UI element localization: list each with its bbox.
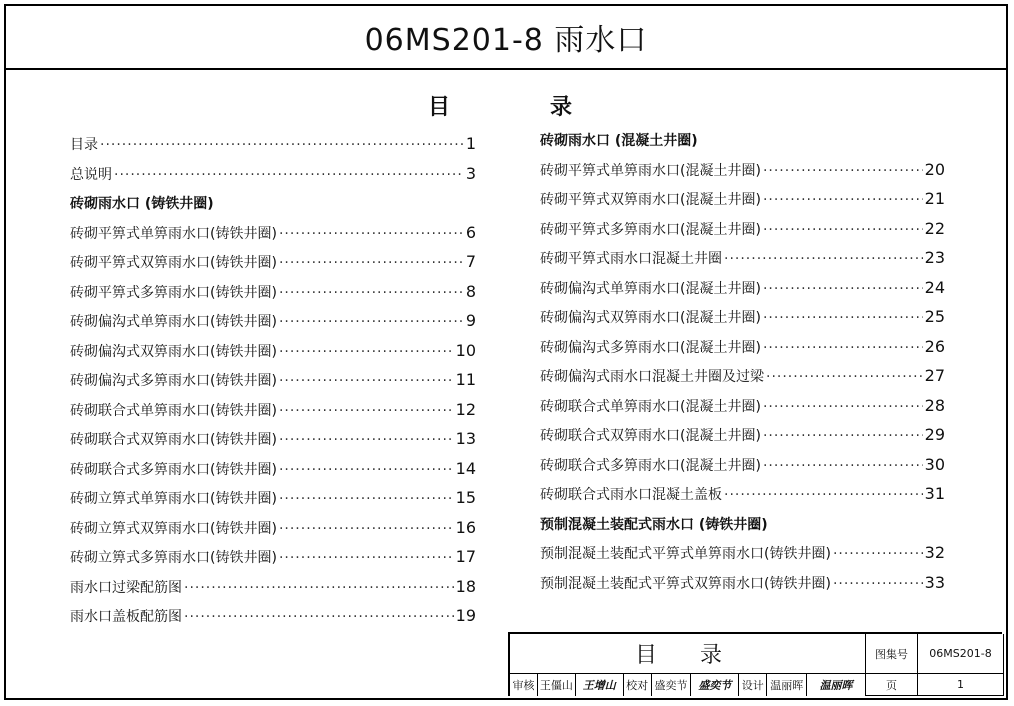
toc-entry-label: 砖砌雨水口 (混凝土井圈) [540,133,698,149]
leader-dots [184,580,454,596]
toc-entry-page: 26 [924,336,945,356]
reviewer-signature: 王增山 [576,674,624,696]
toc-entry [540,425,945,445]
leader-dots [279,285,464,301]
toc-entry-page: 29 [924,425,945,444]
toc-entry-label: 砖砌偏沟式多箅雨水口(铸铁井圈) [70,373,277,389]
toc-entry-page: 19 [455,606,476,625]
toc-entry-page: 24 [924,277,945,297]
leader-dots [833,546,923,562]
toc-entry-label: 预制混凝土装配式雨水口 (铸铁井圈) [540,516,768,533]
toc-entry [70,370,476,390]
toc-entry [540,337,945,357]
toc-entry-page: 23 [924,248,945,267]
toc-entry-page: 31 [924,484,945,503]
toc-entry [70,223,476,243]
toc-entry-label: 砖砌联合式双箅雨水口(混凝土井圈) [540,428,761,444]
toc-entry-label: 预制混凝土装配式平箅式单箅雨水口(铸铁井圈) [540,546,831,562]
leader-dots [114,167,464,183]
section-heading [540,514,945,534]
leader-dots [724,251,923,267]
toc-entry [540,189,945,209]
checker-signature: 盛奕节 [691,674,739,696]
toc-entry [70,164,476,184]
section-heading [70,193,476,213]
toc-entry-page: 17 [455,547,476,566]
toc-entry-label: 砖砌联合式单箅雨水口(混凝土井圈) [540,398,761,415]
toc-entry-page: 6 [465,222,476,242]
toc-entry [70,282,476,302]
designer-name: 温丽晖 [767,674,807,696]
toc-entry-page: 13 [455,429,476,448]
toc-entry-label: 雨水口过梁配筋图 [70,579,182,596]
toc-entry-label: 砖砌平箅式雨水口混凝土井圈 [540,251,722,267]
toc-entry [540,484,945,504]
leader-dots [100,137,464,153]
toc-entry [540,455,945,475]
toc-entry-label: 雨水口盖板配筋图 [70,609,182,625]
toc-entry-page: 25 [924,307,945,326]
toc-entry-page: 21 [924,189,945,208]
toc-entry [540,543,945,563]
sheet-title: 目 录 [510,634,866,674]
toc-entry-label: 砖砌偏沟式双箅雨水口(混凝土井圈) [540,310,761,326]
leader-dots [763,222,923,238]
leader-dots [763,340,923,356]
toc-entry-page: 16 [455,517,476,537]
toc-entry-page: 7 [465,252,476,271]
toc-entry-page: 27 [924,366,945,385]
leader-dots [724,487,923,503]
toc-entry-label: 砖砌联合式多箅雨水口(混凝土井圈) [540,457,761,474]
leader-dots [279,432,454,448]
toc-entry-label: 砖砌联合式双箅雨水口(铸铁井圈) [70,432,277,448]
toc-entry-page: 10 [455,340,476,360]
leader-dots [833,576,923,592]
toc-entry-page: 9 [465,311,476,330]
toc-entry [540,307,945,327]
toc-entry [70,429,476,449]
toc-entry-label: 砖砌联合式多箅雨水口(铸铁井圈) [70,461,277,478]
leader-dots [184,609,454,625]
design-label: 设计 [739,674,767,696]
toc-entry [70,311,476,331]
toc-entry-page: 30 [924,454,945,474]
toc-entry-page: 8 [465,281,476,301]
toc-entry [70,606,476,626]
toc-entry-label: 砖砌立箅式单箅雨水口(铸铁井圈) [70,491,277,507]
leader-dots [766,369,923,385]
contents-heading-first: 目 [428,95,451,120]
toc-entry-label: 砖砌平箅式单箅雨水口(混凝土井圈) [540,162,761,179]
section-heading [540,130,945,150]
toc-entry-label: 砖砌联合式单箅雨水口(铸铁井圈) [70,402,277,419]
leader-dots [763,458,923,474]
toc-entry-label: 砖砌立箅式双箅雨水口(铸铁井圈) [70,520,277,537]
toc-entry-label: 砖砌偏沟式雨水口混凝土井圈及过梁 [540,369,764,385]
leader-dots [279,344,454,360]
leader-dots [279,226,464,242]
leader-dots [279,373,454,389]
toc-entry-label: 目录 [70,137,98,153]
toc-entry [540,573,945,593]
toc-entry-label: 砖砌偏沟式多箅雨水口(混凝土井圈) [540,339,761,356]
toc-entry [70,134,476,154]
toc-entry-label: 砖砌平箅式双箅雨水口(铸铁井圈) [70,255,277,271]
toc-entry-page: 3 [465,163,476,183]
toc-entry-label: 砖砌偏沟式双箅雨水口(铸铁井圈) [70,343,277,360]
title-block [508,632,1002,696]
leader-dots [279,255,464,271]
toc-entry-page: 18 [455,576,476,596]
document-title: 06MS201-8 雨水口 [6,6,1006,70]
leader-dots [763,281,923,297]
toc-entry [70,459,476,479]
toc-entry-label: 砖砌平箅式双箅雨水口(混凝土井圈) [540,192,761,208]
toc-entry-page: 14 [455,458,476,478]
toc-entry [540,160,945,180]
toc-entry-label: 砖砌平箅式单箅雨水口(铸铁井圈) [70,225,277,242]
leader-dots [279,314,464,330]
atlas-number: 06MS201-8 [918,634,1004,674]
leader-dots [763,428,923,444]
toc-entry-label: 砖砌偏沟式单箅雨水口(混凝土井圈) [540,280,761,297]
toc-entry [70,252,476,272]
check-label: 校对 [624,674,652,696]
toc-entry [70,518,476,538]
toc-entry-page: 12 [455,399,476,419]
signature-row [510,674,866,696]
toc-entry [70,547,476,567]
toc-entry-label: 砖砌平箅式多箅雨水口(混凝土井圈) [540,221,761,238]
toc-entry [540,278,945,298]
leader-dots [279,550,454,566]
reviewer-name: 王僵山 [538,674,576,696]
toc-entry-label: 砖砌立箅式多箅雨水口(铸铁井圈) [70,550,277,566]
toc-entry-page: 1 [465,134,476,153]
contents-heading-second: 录 [550,95,573,120]
leader-dots [763,399,923,415]
leader-dots [279,521,454,537]
toc-entry-page: 28 [924,395,945,415]
toc-entry [70,400,476,420]
leader-dots [279,491,454,507]
toc-entry-label: 砖砌偏沟式单箅雨水口(铸铁井圈) [70,314,277,330]
atlas-label: 图集号 [866,634,918,674]
toc-entry-label: 砖砌雨水口 (铸铁井圈) [70,196,214,212]
toc-entry-page: 20 [924,159,945,179]
checker-name: 盛奕节 [652,674,692,696]
leader-dots [763,163,923,179]
toc-entry [540,248,945,268]
toc-entry-page: 11 [455,370,476,389]
designer-signature: 温丽晖 [819,679,853,692]
leader-dots [763,310,923,326]
toc-entry-label: 砖砌平箅式多箅雨水口(铸铁井圈) [70,284,277,301]
leader-dots [763,192,923,208]
toc-entry-page: 22 [924,218,945,238]
toc-entry-page: 33 [924,572,945,592]
toc-entry-label: 砖砌联合式雨水口混凝土盖板 [540,487,722,503]
toc-entry [540,396,945,416]
page-number: 1 [918,674,1004,696]
toc-entry-page: 15 [455,488,476,507]
page-label: 页 [866,674,918,696]
toc-entry-page: 32 [924,543,945,562]
toc-entry [540,219,945,239]
leader-dots [279,403,454,419]
toc-entry-label: 总说明 [70,166,112,183]
toc-entry [70,488,476,508]
review-label: 审核 [510,674,538,696]
toc-entry [540,366,945,386]
leader-dots [279,462,454,478]
toc-entry [70,341,476,361]
toc-entry [70,577,476,597]
toc-entry-label: 预制混凝土装配式平箅式双箅雨水口(铸铁井圈) [540,575,831,592]
